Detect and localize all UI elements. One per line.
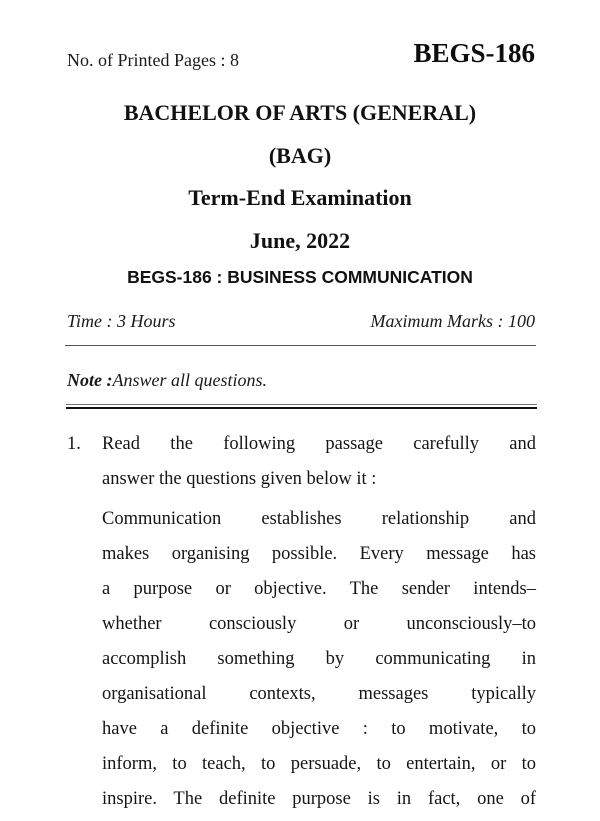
instruction-line: Read the following passage carefully and [102,434,536,454]
exam-title: Term-End Examination [188,185,412,210]
degree-abbreviation: (BAG) [268,143,332,168]
time-allowed: Time : 3 Hours [67,311,176,331]
exam-date: June, 2022 [249,228,351,253]
maximum-marks: Maximum Marks : 100 [370,311,535,331]
exam-meta-row [67,311,535,335]
passage-line: inspire. The definite purpose is in fact, one of [102,789,536,809]
note-text: Answer all questions. [112,370,267,390]
passage-line: inform, to teach, to persuade, to entertain, or to [102,754,536,774]
passage-line: accomplish something by communicating in [102,649,536,669]
divider-line [65,345,536,346]
passage-line: organisational contexts, messages typically [102,684,536,704]
instruction-line: answer the questions given below it : [102,469,377,489]
degree-title: BACHELOR OF ARTS (GENERAL) [123,100,477,125]
note [67,370,267,391]
question-body [102,427,536,817]
passage-line: whether consciously or unconsciously–to [102,614,536,634]
note-label: Note : [67,370,113,390]
course-title: BEGS-186 : BUSINESS COMMUNICATION [127,267,473,287]
paper-code: BEGS-186 [413,38,535,68]
header-row [67,38,535,78]
passage-line: makes organising possible. Every message has [102,544,536,564]
passage-line: a purpose or objective. The sender intends– [102,579,536,599]
passage-line: have a definite objective : to motivate, to [102,719,536,739]
double-divider-thick [66,407,537,409]
passage-line: Communication establishes relationship and [102,509,536,529]
printed-pages-count: No. of Printed Pages : 8 [67,50,239,70]
question-number: 1. [67,434,81,454]
double-divider-thin [66,404,537,405]
